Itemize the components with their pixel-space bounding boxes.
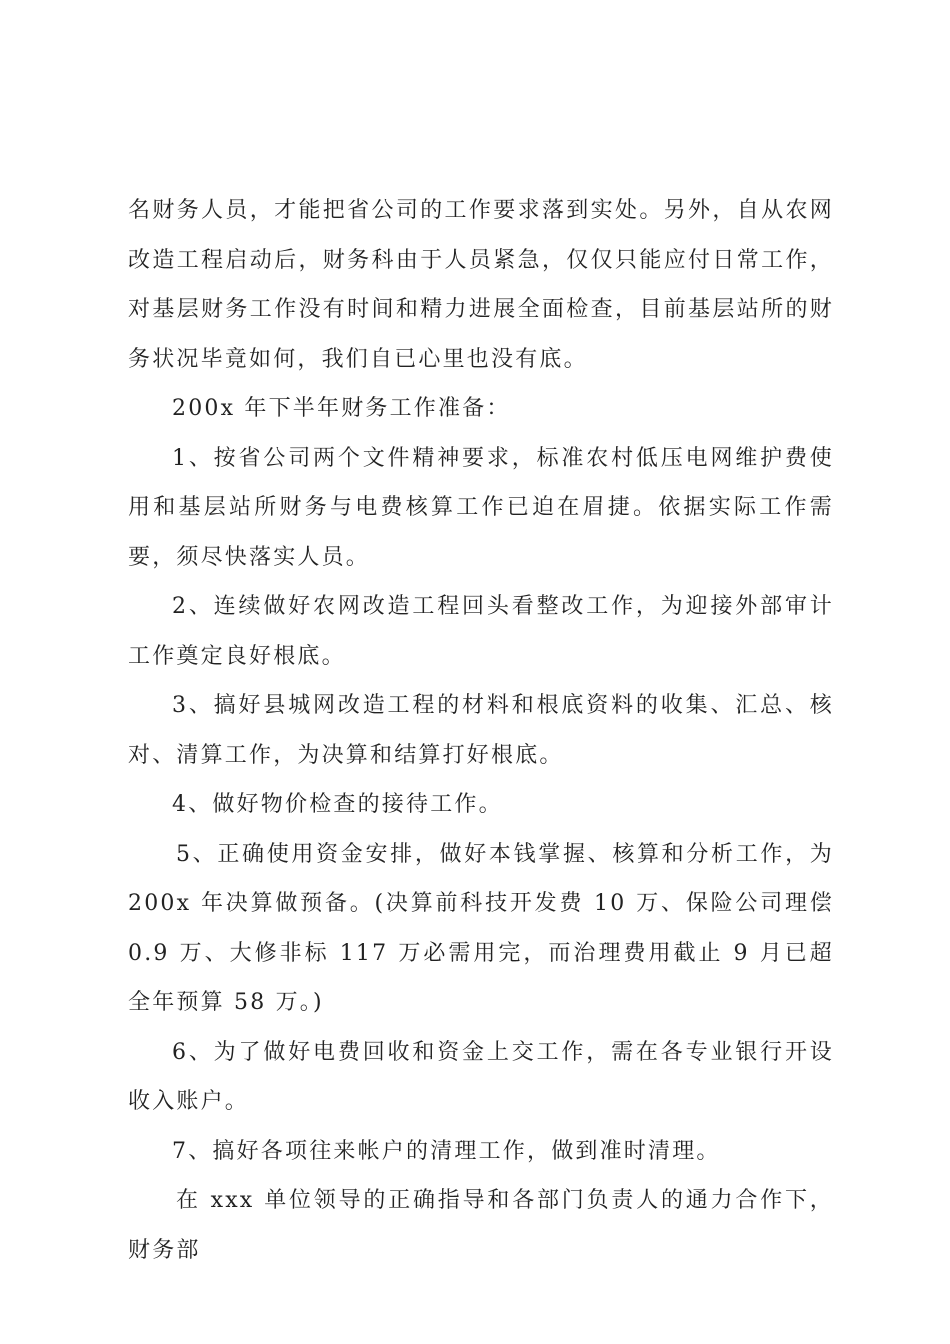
paragraph-plan-heading: 200x 年下半年财务工作准备： [172,396,511,421]
paragraph-item-6: 6、为了做好电费回收和资金上交工作，需在各专业银行开设收入账户。 [128,1039,834,1114]
document-body [128,186,834,1275]
paragraph-item-4: 4、做好物价检查的接待工作。 [172,792,503,817]
paragraph-item-5: 5、正确使用资金安排，做好本钱掌握、核算和分析工作，为 200x 年决算做预备。(决算前科技开发费 10 万、保险公司理偿 0.9 万、大修非标 117 万必需用完，而治理费用截止 9 月已超全年预算 58 万。) [128,841,834,1015]
paragraph-item-7: 7、搞好各项往来帐户的清理工作，做到准时清理。 [172,1138,721,1164]
paragraph-continuation: 名财务人员，才能把省公司的工作要求落到实处。另外，自从农网改造工程启动后，财务科由于人员紧急，仅仅只能应付日常工作，对基层财务工作没有时间和精力进展全面检查，目前基层站所的财务状况毕竟如何，我们自已心里也没有底。 [128,198,834,372]
paragraph-item-2: 2、连续做好农网改造工程回头看整改工作，为迎接外部审计工作奠定良好根底。 [128,594,834,669]
paragraph-item-3: 3、搞好县城网改造工程的材料和根底资料的收集、汇总、核对、清算工作，为决算和结算打好根底。 [128,693,834,768]
paragraph-closing: 在 xxx 单位领导的正确指导和各部门负责人的通力合作下，财务部 [128,1188,834,1263]
paragraph-item-1: 1、按省公司两个文件精神要求，标准农村低压电网维护费使用和基层站所财务与电费核算工作已迫在眉捷。依据实际工作需要，须尽快落实人员。 [128,445,834,570]
